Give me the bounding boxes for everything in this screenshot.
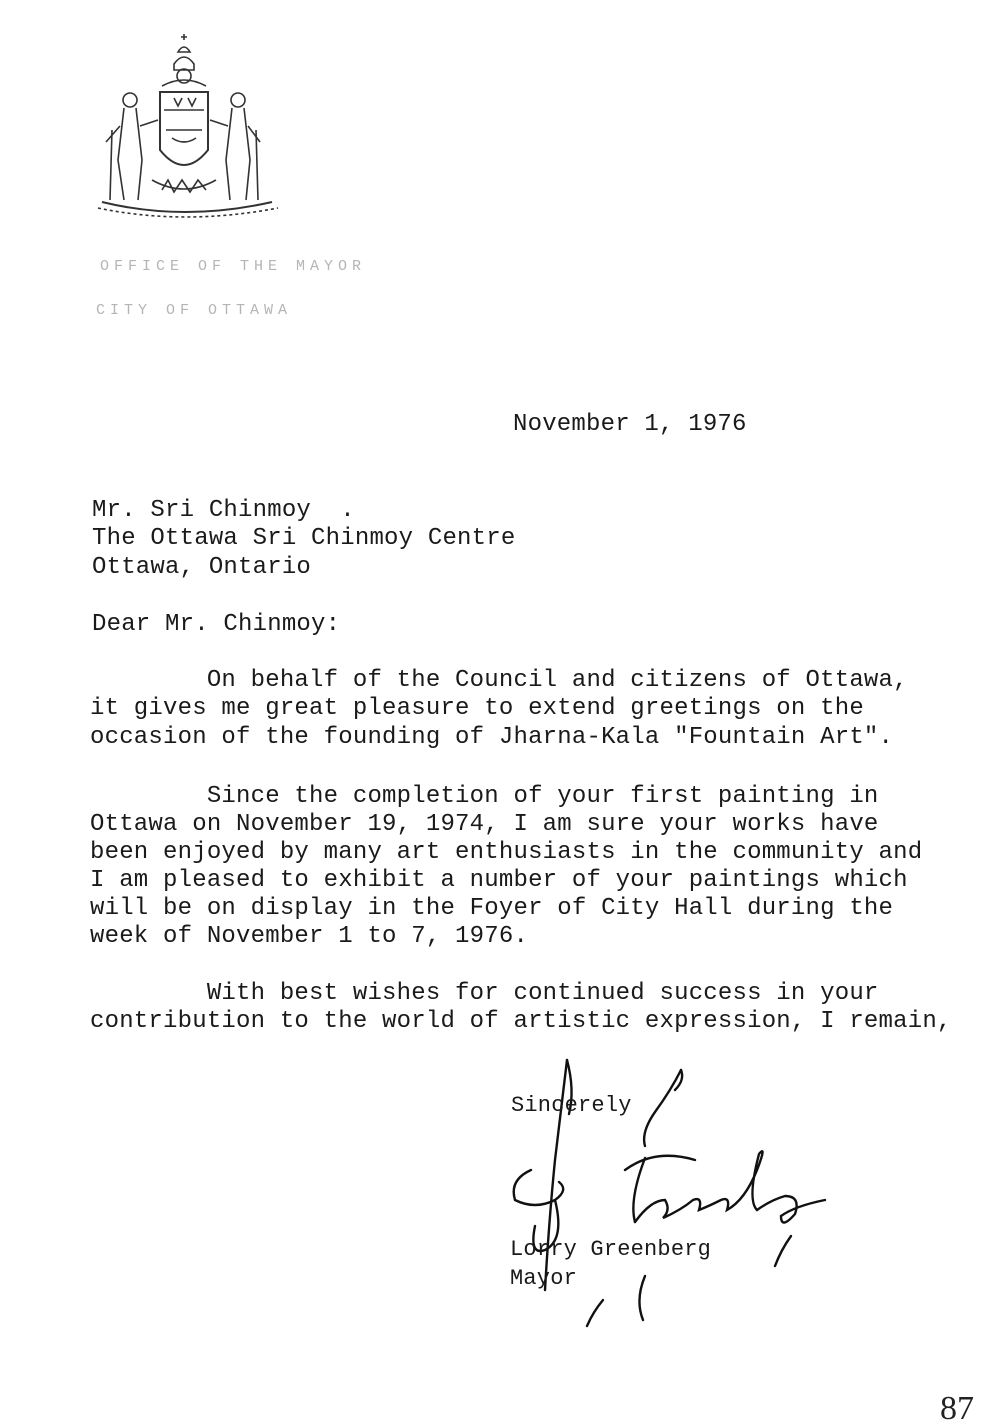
paragraph-2-line: I am pleased to exhibit a number of your paintings which — [90, 867, 908, 894]
letter-closing: Sincerely — [511, 1093, 632, 1118]
paragraph-3-line: With best wishes for continued success in your — [90, 980, 879, 1007]
salutation: Dear Mr. Chinmoy: — [92, 611, 341, 638]
letterhead-line-2: CITY OF OTTAWA — [96, 302, 293, 319]
paragraph-2-line: Ottawa on November 19, 1974, I am sure your works have — [90, 811, 879, 838]
recipient-name: Mr. Sri Chinmoy . — [92, 497, 355, 524]
recipient-organization: The Ottawa Sri Chinmoy Centre — [92, 525, 516, 552]
recipient-city: Ottawa, Ontario — [92, 554, 312, 581]
paragraph-1-line: On behalf of the Council and citizens of Ottawa, — [90, 667, 908, 694]
signer-title: Mayor — [510, 1266, 578, 1291]
letterhead-line-1: OFFICE OF THE MAYOR — [100, 258, 367, 275]
paragraph-3-line: contribution to the world of artistic expression, I remain, — [90, 1008, 952, 1035]
coat-of-arms-icon — [92, 30, 292, 220]
paragraph-2-line: been enjoyed by many art enthusiasts in the community and — [90, 839, 923, 866]
paragraph-2-line: will be on display in the Foyer of City Hall during the — [90, 895, 894, 922]
paragraph-1-line: it gives me great pleasure to extend greetings on the — [90, 695, 864, 722]
paragraph-1-line: occasion of the founding of Jharna-Kala "Fountain Art". — [90, 724, 894, 751]
page-number: 87 — [940, 1390, 974, 1427]
letter-date: November 1, 1976 — [513, 411, 747, 438]
signer-name: Lorry Greenberg — [510, 1237, 712, 1262]
paragraph-2-line: Since the completion of your first painting in — [90, 783, 879, 810]
paragraph-2-line: week of November 1 to 7, 1976. — [90, 923, 529, 950]
